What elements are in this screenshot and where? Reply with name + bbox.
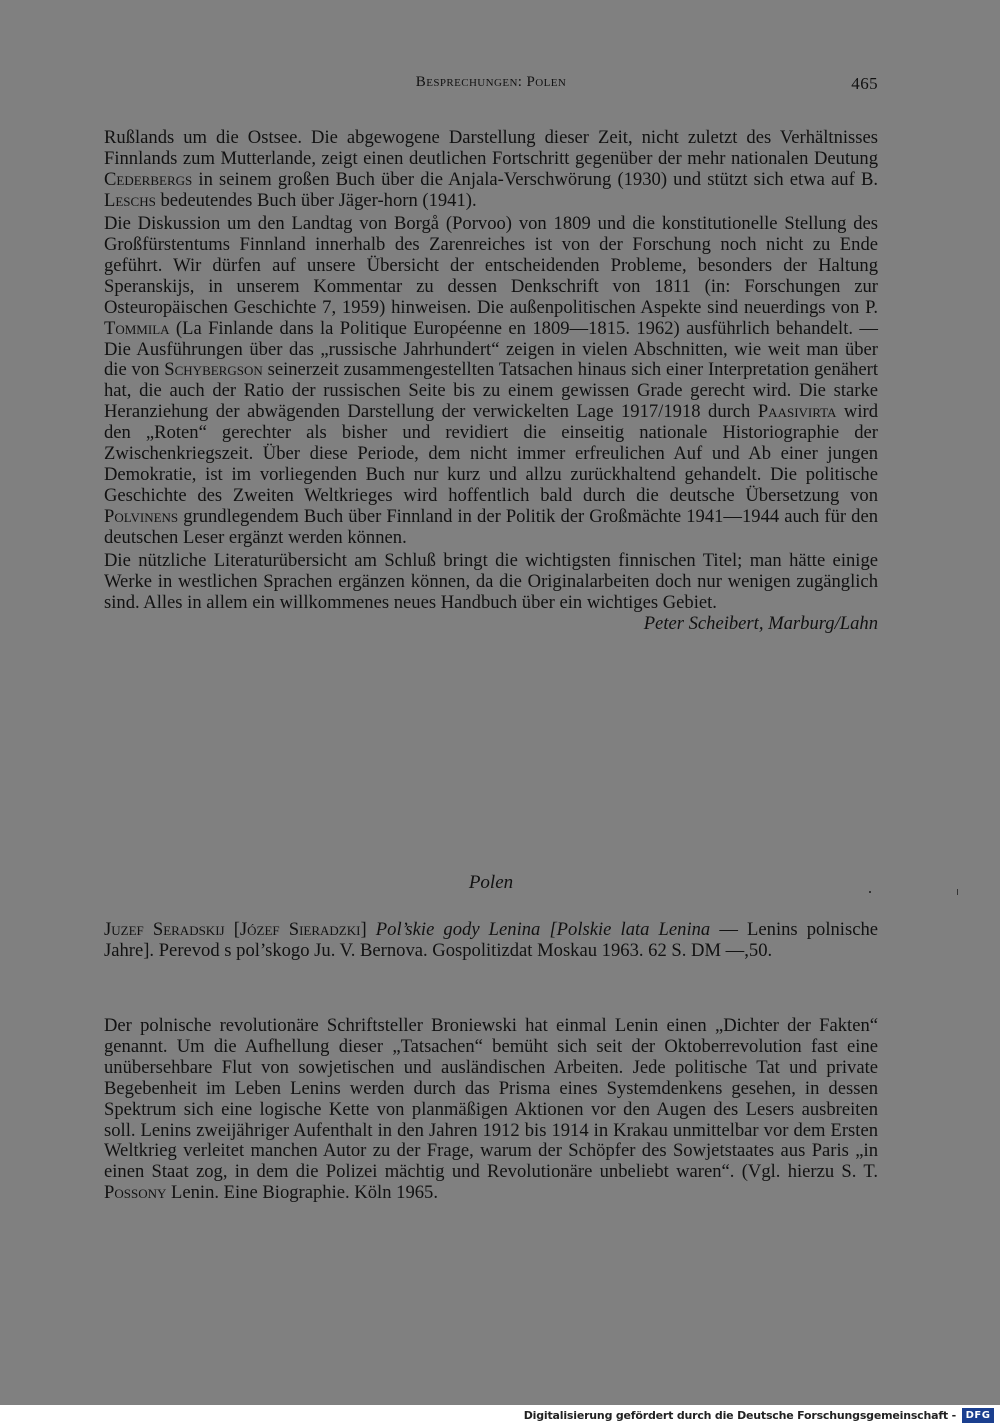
text-run: [ — [224, 919, 240, 940]
section-title: Polen — [468, 872, 514, 893]
text-run: Die Diskussion um den Landtag von Borgå (Porvoo) von 1809 und die konstitutionelle Stellung des Großfürstentums Finnland innerhalb des Zarenreiches ist von der Forschung noch nicht zu Ende geführt. Wir dürfen auf unsere Übersicht der entscheidenden Probleme, besonders der Haltung Speranskijs, in unserem Kommentar zu dessen Denkschrift von 1811 (in: Forschungen zur Osteuropäischen Geschichte 7, 1959) hinweisen. Die außenpolitischen Aspekte sind neuerdings von P. — [104, 213, 878, 318]
scan-speck — [957, 889, 958, 895]
text-run: — Lenins polnische Jahre]. Perevod s pol’skogo Ju. V. Bernova. Gospolitizdat Moskau 1963. 62 S. DM —,50. — [104, 919, 879, 961]
author-name: Possony — [104, 1182, 167, 1204]
running-title: Besprechungen: Polen — [415, 74, 567, 90]
text-run: Rußlands um die Ostsee. Die abgewogene Darstellung dieser Zeit, nicht zuletzt des Verhältnisses Finnlands zum Mutterlande, zeigt einen deutlichen Fortschritt gegenüber der mehr nationalen Deutung — [104, 127, 878, 169]
author-name: Paasivirta — [757, 401, 837, 423]
running-head — [104, 74, 878, 100]
text-run: seinerzeit zusammengestellten Tatsachen hinaus sich einer Interpretation genähert hat, die auch der Ratio der russischen Seite bis zu einem gewissen Grade gerecht wird. Die starke Heranziehung der abwägenden Darstellung der verwickelten Lage 1917/1918 durch — [104, 359, 878, 423]
text-run: (La Finlande dans la Politique Européenne en 1809—1815. 1962) ausführlich behandelt. — Die Ausführungen über das „russische Jahrhundert“ zeigen in vielen Abschnitten, wie weit man über die von — [104, 317, 878, 381]
text-run: grundlegendem Buch über Finnland in der Politik der Großmächte 1941—1944 auch für den deutschen Leser ergänzt werden können. — [104, 505, 878, 548]
review-continuation — [104, 128, 878, 635]
text-run: wird den „Roten“ gerechter als bisher und revidiert die einseitig nationale Historiographie der Zwischenkriegszeit. Über diese Periode, dem nicht immer erfreulichen Auf und Ab einer jungen Demokratie, ist im vorliegenden Buch nur kurz und allzu zurückhaltend gehandelt. Die politische Geschichte des Zweiten Weltkrieges wird hoffentlich bald durch die deutsche Übersetzung von — [104, 401, 878, 506]
paragraph — [104, 1016, 878, 1204]
author-name: Cederbergs — [104, 168, 193, 190]
author-name: Józef Sieradzki — [239, 919, 361, 940]
paragraph — [104, 214, 878, 549]
dfg-logo: DFG — [962, 1408, 994, 1423]
paragraph — [104, 550, 878, 634]
author-name: Schybergson — [164, 359, 263, 381]
text-run: bedeutendes Buch über Jäger-horn (1941). — [155, 189, 477, 211]
review-body — [104, 1016, 878, 1207]
footer-credit: Digitalisierung gefördert durch die Deutsche Forschungsgemeinschaft - — [523, 1409, 956, 1422]
author-name: Tommila — [104, 317, 170, 339]
reviewer-signature: Peter Scheibert, Marburg/Lahn — [643, 612, 878, 634]
paragraph — [104, 128, 878, 212]
paragraph-text — [104, 550, 878, 613]
text-run: Der polnische revolutionäre Schriftsteller Broniewski hat einmal Lenin einen „Dichter der Fakten“ genannt. Um die Aufhellung dieser „Tatsachen“ bemüht sich seit der Oktoberrevolution fast eine unübersehbare Flut von sowjetischen und ausländischen Arbeiten. Jede politische Tat und private Begebenheit im Leben Lenins werden durch das Prisma eines Systemdenkens gesehen, in dessen Spektrum sich eine logische Kette von planmäßigen Aktionen vor den Augen des Lesers ausbreiten soll. Lenins zweijähriger Aufenthalt in den Jahren 1912 bis 1914 in Krakau unmittelbar vor dem Ersten Weltkrieg verleitet manchen Autor zu der Frage, warum der Schöpfer des Sowjetstaates aus Paris „in einen Staat zog, in dem die Polizei mächtig und Revolutionäre unbeliebt waren“. (Vgl. hierzu S. T. — [104, 1015, 878, 1183]
book-title: Pol’skie gody Lenina [Polskie lata Lenina — [375, 919, 711, 940]
text-run: ] — [360, 919, 376, 940]
text-run: in seinem großen Buch über die Anjala-Verschwörung (1930) und stützt sich etwa auf B. — [192, 168, 878, 190]
digitization-footer — [0, 1405, 1000, 1427]
page-number: 465 — [851, 74, 878, 93]
citation — [104, 920, 878, 962]
text-run: Lenin. Eine Biographie. Köln 1965. — [166, 1182, 438, 1204]
scan-speck — [869, 891, 871, 893]
review-citation — [104, 920, 878, 964]
text-run: Die nützliche Literaturübersicht am Schluß bringt die wichtigsten finnischen Titel; man hätte einige Werke in westlichen Sprachen ergänzen können, da die Originalarbeiten doch nur wenigen zugänglich sind. Alles in allem ein willkommenes neues Handbuch über ein wichtiges Gebiet. — [104, 550, 878, 613]
author-name: Leschs — [104, 189, 156, 211]
author-name: Juzef Seradskij — [104, 919, 225, 940]
author-name: Polvinens — [104, 505, 179, 527]
